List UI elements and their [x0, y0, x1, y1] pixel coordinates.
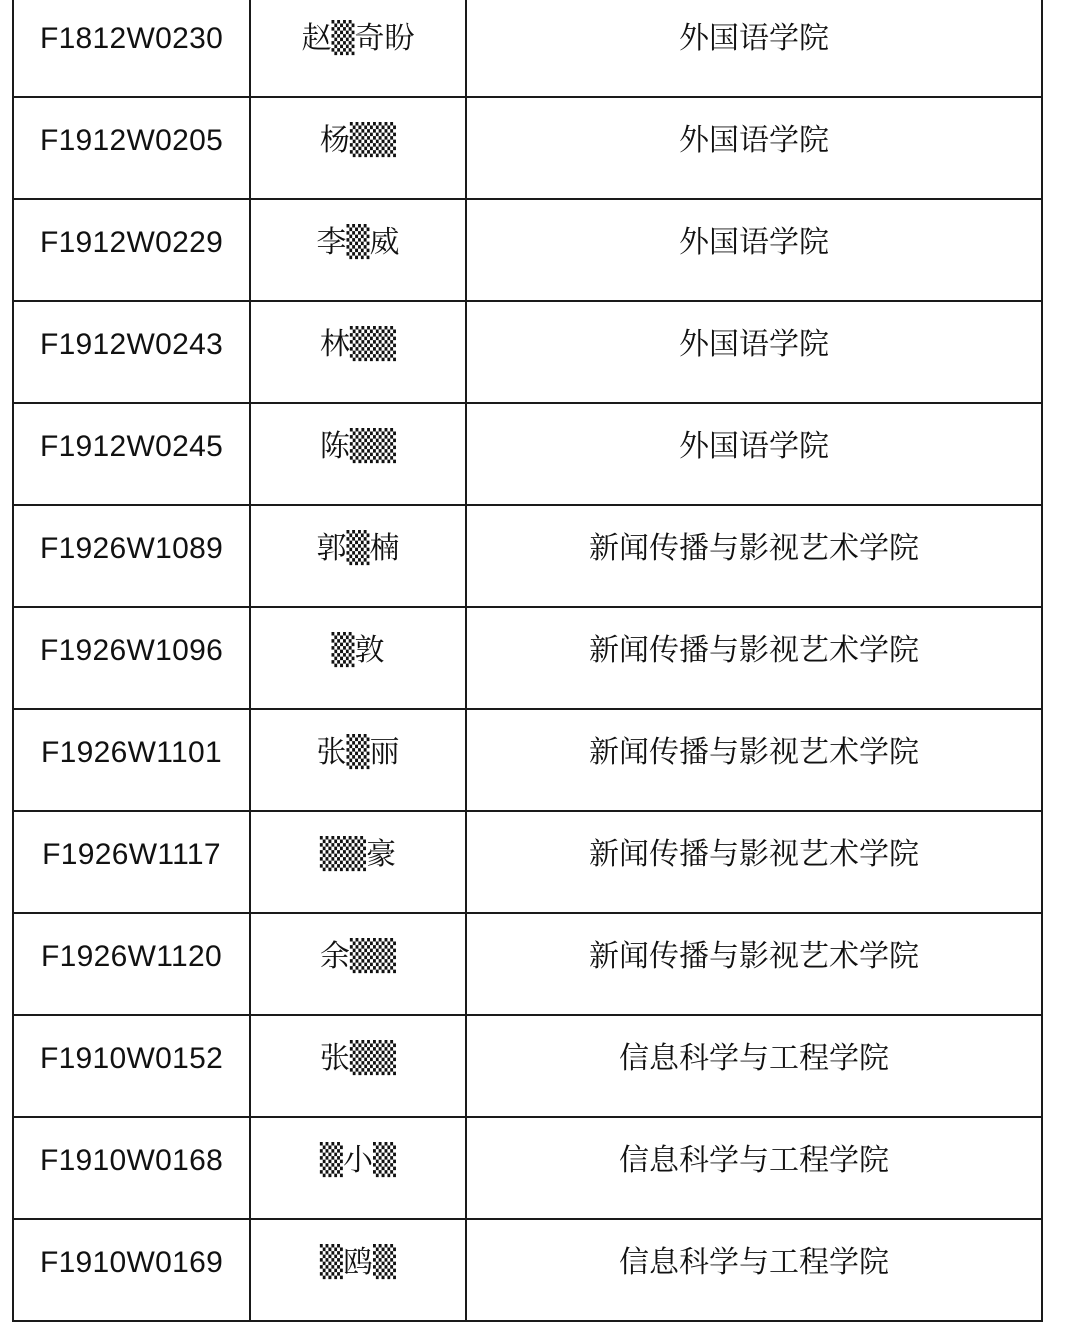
department-cell: 新闻传播与影视艺术学院 [589, 633, 919, 668]
table-row [14, 608, 1041, 710]
department-cell: 外国语学院 [679, 429, 829, 464]
student-table [12, 0, 1043, 1322]
table-row [14, 200, 1041, 302]
student-id-cell: F1926W1117 [14, 812, 251, 912]
student-id-cell: F1926W1101 [14, 710, 251, 810]
department-cell: 新闻传播与影视艺术学院 [589, 735, 919, 770]
student-name-cell: ▒敦 [251, 608, 467, 708]
student-name-cell: ▒小▒ [251, 1118, 467, 1218]
student-id-cell: F1910W0168 [14, 1118, 251, 1218]
student-name-cell: 林▒▒ [251, 302, 467, 402]
department-cell: 新闻传播与影视艺术学院 [589, 837, 919, 872]
table-row [14, 1118, 1041, 1220]
student-name-cell: 张▒▒ [251, 1016, 467, 1116]
department-cell: 外国语学院 [679, 225, 829, 260]
table-row [14, 302, 1041, 404]
student-id-cell: F1912W0205 [14, 98, 251, 198]
student-id-cell: F1926W1089 [14, 506, 251, 606]
student-id-cell: F1926W1120 [14, 914, 251, 1014]
department-cell: 外国语学院 [679, 21, 829, 56]
table-row [14, 710, 1041, 812]
table-row [14, 914, 1041, 1016]
student-id-cell: F1812W0230 [14, 0, 251, 96]
student-name-cell: 杨▒▒ [251, 98, 467, 198]
table-row [14, 404, 1041, 506]
table-row [14, 98, 1041, 200]
student-name-cell: 张▒丽 [251, 710, 467, 810]
student-name-cell: ▒▒豪 [251, 812, 467, 912]
table-row [14, 506, 1041, 608]
student-id-cell: F1912W0243 [14, 302, 251, 402]
student-name-cell: 赵▒奇盼 [251, 0, 467, 96]
student-id-cell: F1912W0229 [14, 200, 251, 300]
student-id-cell: F1910W0169 [14, 1220, 251, 1320]
student-id-cell: F1912W0245 [14, 404, 251, 504]
student-name-cell: ▒鸥▒ [251, 1220, 467, 1320]
department-cell: 信息科学与工程学院 [619, 1041, 889, 1076]
department-cell: 外国语学院 [679, 123, 829, 158]
table-row [14, 812, 1041, 914]
student-name-cell: 余▒▒ [251, 914, 467, 1014]
student-id-cell: F1910W0152 [14, 1016, 251, 1116]
table-row [14, 1016, 1041, 1118]
department-cell: 信息科学与工程学院 [619, 1143, 889, 1178]
table-row [14, 0, 1041, 98]
department-cell: 信息科学与工程学院 [619, 1245, 889, 1280]
student-name-cell: 陈▒▒ [251, 404, 467, 504]
department-cell: 外国语学院 [679, 327, 829, 362]
student-name-cell: 郭▒楠 [251, 506, 467, 606]
department-cell: 新闻传播与影视艺术学院 [589, 939, 919, 974]
department-cell: 新闻传播与影视艺术学院 [589, 531, 919, 566]
student-id-cell: F1926W1096 [14, 608, 251, 708]
student-name-cell: 李▒威 [251, 200, 467, 300]
table-row [14, 1220, 1041, 1322]
